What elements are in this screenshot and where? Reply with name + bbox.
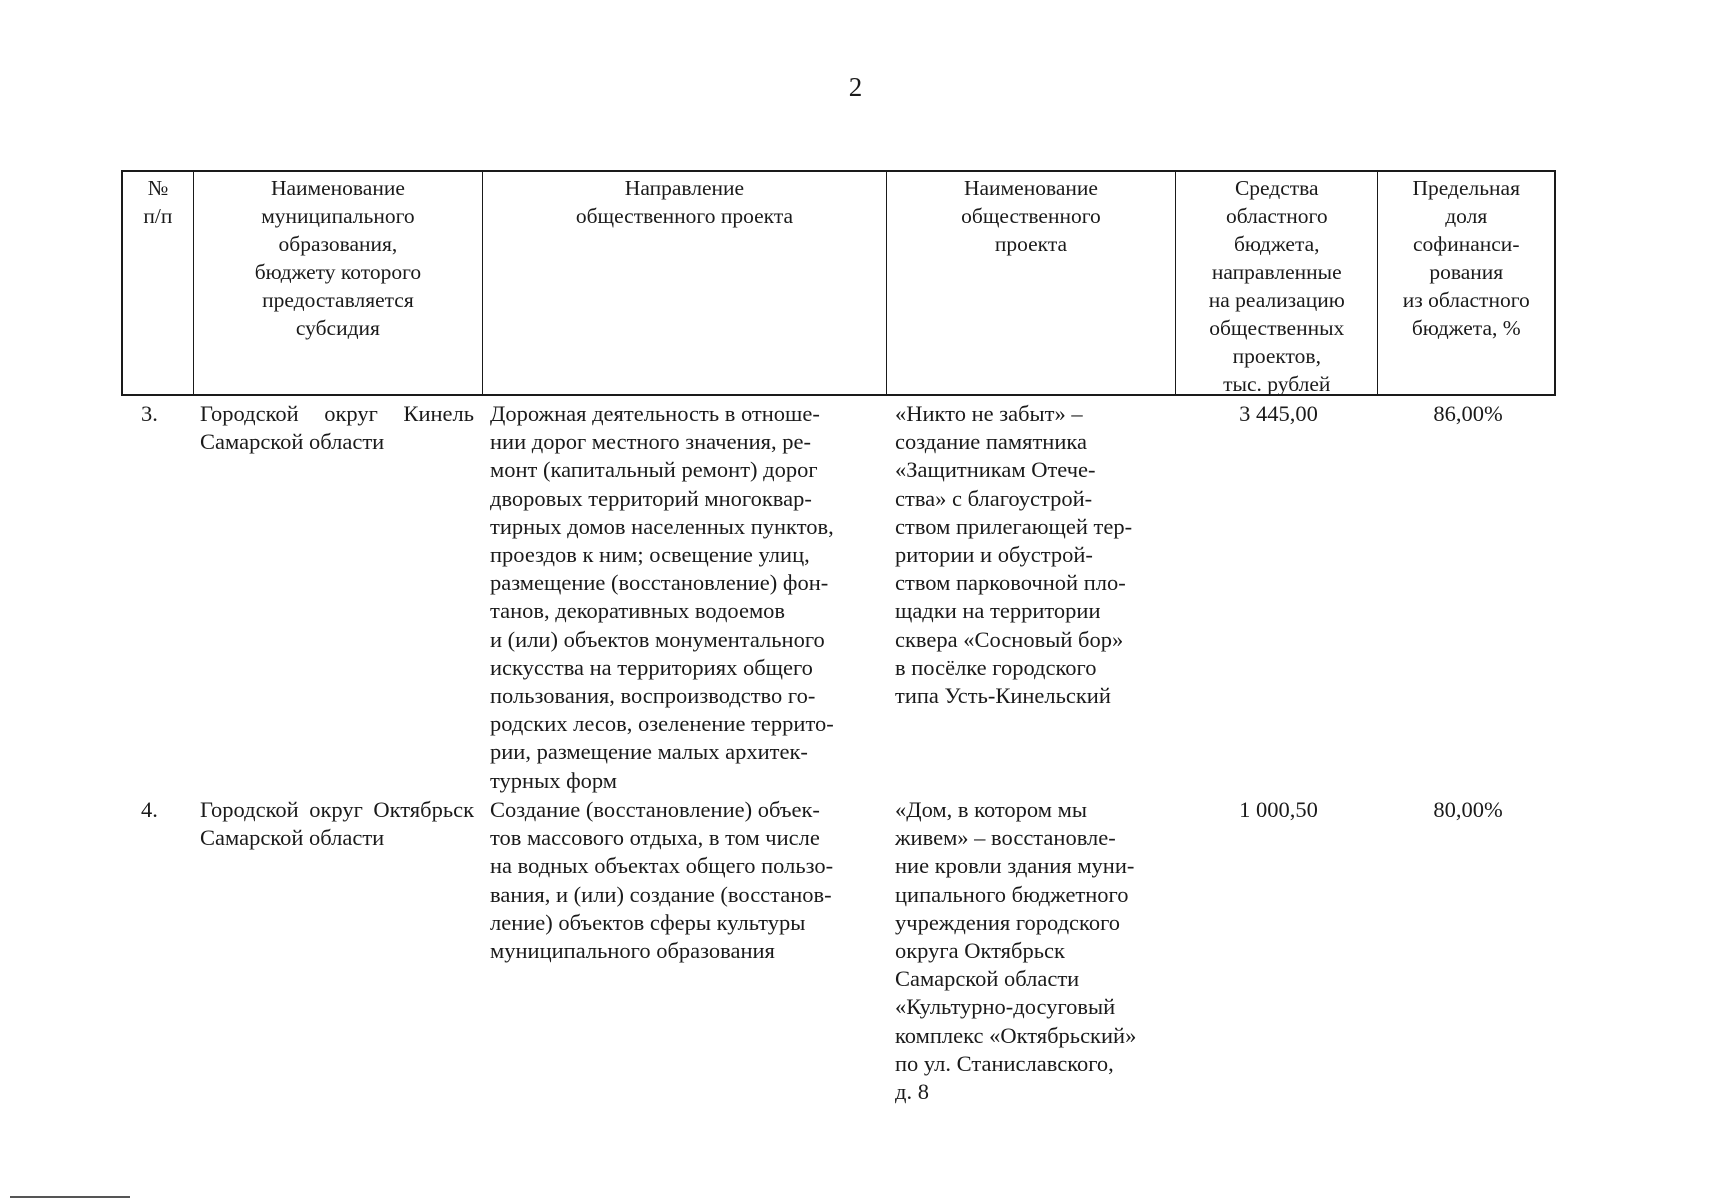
row-municipality: Городской округ Октябрьск Самарской области	[200, 797, 474, 851]
row-project: «Никто не забыт» – создание памятника «Защитникам Отече- ства» с благоустрой- ством прилегающей тер- ритории и обустрой- ством парковочной пло- щадки на территории сквера «Сосновый бор» в посёлке городского типа Усть-Кинельский	[895, 401, 1133, 709]
row-funds: 3 445,00	[1239, 401, 1318, 426]
header-project: Наименование общественного проекта	[887, 172, 1176, 394]
row-municipality: Городской округ Кинель Самарской области	[200, 401, 474, 455]
scan-edge-mark	[10, 1196, 130, 1198]
subsidy-table	[121, 170, 1556, 1116]
header-direction: Направление общественного проекта	[483, 172, 887, 394]
table-header	[121, 170, 1556, 396]
row-direction: Создание (восстановление) объек- тов массового отдыха, в том числе на водных объектах общего пользо- вания, и (или) создание (восстанов- ление) объектов сферы культуры муниципального образования	[490, 797, 834, 964]
header-share: Предельная доля софинанси- рования из областного бюджета, %	[1402, 176, 1530, 340]
header-funds: Средства областного бюджета, направленные на реализацию общественных проектов, тыс. рублей	[1176, 172, 1378, 394]
row-number: 3.	[141, 401, 158, 426]
row-number: 4.	[141, 797, 158, 822]
header-municipality: Наименование муниципального образования, бюджету которого предоставляется субсидия	[194, 172, 483, 394]
header-number: № п/п	[123, 172, 194, 394]
table-row	[121, 400, 1556, 796]
row-share: 80,00%	[1433, 797, 1503, 822]
row-funds: 1 000,50	[1239, 797, 1318, 822]
row-direction: Дорожная деятельность в отноше- нии дорог местного значения, ре- монт (капитальный ремонт) дорог дворовых территорий многоквар- тирных домов населенных пунктов, проездов к ним; освещение улиц, размещение (восстановление) фон- танов, декоративных водоемов и (или) объектов монументального искусства на территориях общего пользования, воспроизводство го- родских лесов, озеленение террито- рии, размещение малых архитек- турных форм	[490, 401, 834, 793]
row-share: 86,00%	[1433, 401, 1503, 426]
table-row	[121, 796, 1556, 1116]
page-number: 2	[848, 72, 863, 102]
row-project: «Дом, в котором мы живем» – восстановле- ние кровли здания муни- ципального бюджетного учреждения городского округа Октябрьск Самарской области «Культурно-досуговый комплекс «Октябрьский» по ул. Станиславского, д. 8	[895, 797, 1137, 1105]
